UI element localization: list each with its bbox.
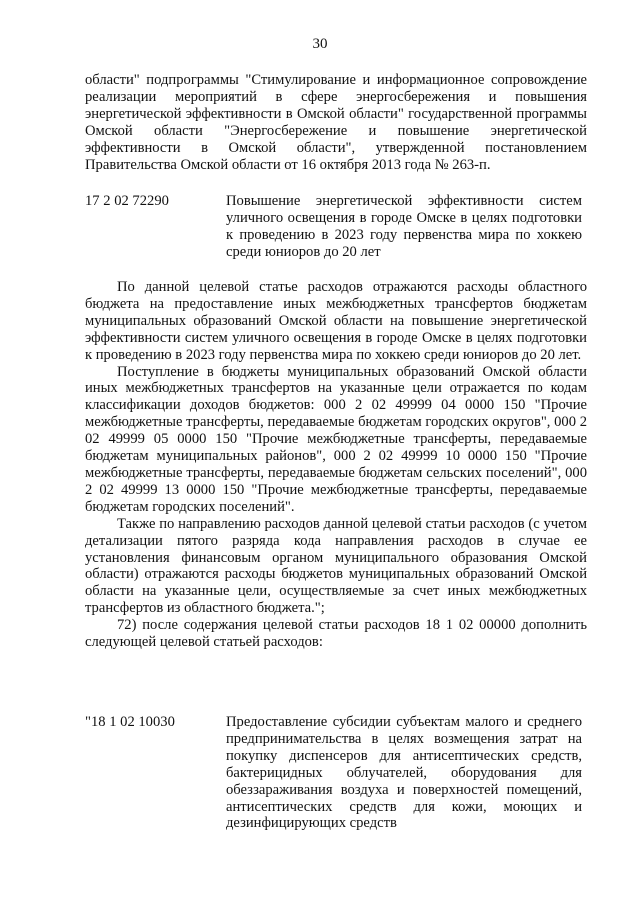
body-text bbox=[85, 279, 587, 651]
entry-2-code: "18 1 02 10030 bbox=[85, 714, 175, 730]
entry-1-title-block bbox=[226, 193, 582, 261]
paragraph-1: По данной целевой статье расходов отражаются расходы областного бюджета на предоставление иных межбюджетных трансфертов бюджетам муниципальных образований Омской области на повышение энергетической эффективности систем уличного освещения в городе Омске в целях подготовки к проведению в 2023 году первенства мира по хоккею среди юниоров до 20 лет. bbox=[85, 279, 587, 363]
entry-1-title: Повышение энергетической эффективности систем уличного освещения в городе Омске в целях подготовки к проведению в 2023 году первенства мира по хоккею среди юниоров до 20 лет bbox=[226, 193, 582, 260]
entry-2-title: Предоставление субсидии субъектам малого и среднего предпринимательства в целях возмещения затрат на покупку диспенсеров для антисептических средств, бактерицидных облучателей, оборудования для обеззараживания воздуха и поверхностей помещений, антисептических средств для кожи, моющих и дезинфицирующих средств bbox=[226, 714, 582, 832]
intro-text: области" подпрограммы "Стимулирование и информационное сопровождение реализации мероприятий в сфере энергосбережения и повышения энергетической эффективности в Омской области" государственной программы Омской области "Энергосбережение и повышение энергетической эффективности в Омской области", утвержденной постановлением Правительства Омской области от 16 октября 2013 года № 263-п. bbox=[85, 72, 587, 173]
paragraph-3: Также по направлению расходов данной целевой статьи расходов (с учетом детализации пятого разряда кода направления расходов в случае ее установления финансовым органом муниципального образования Омской области) отражаются расходы бюджетов муниципальных образований Омской области на указанные цели, осуществляемые за счет иных межбюджетных трансфертов из областного бюджета."; bbox=[85, 515, 587, 617]
page-number: 30 bbox=[312, 36, 328, 52]
paragraph-2: Поступление в бюджеты муниципальных образований Омской области иных межбюджетных трансфертов на указанные цели отражается по кодам классификации доходов бюджетов: 000 2 02 49999 04 0000 150 "Прочие межбюджетные трансферты, передаваемые бюджетам городских округов", 000 2 02 49999 05 0000 150 "Прочие межбюджетные трансферты, передаваемые бюджетам муниципальных районов", 000 2 02 49999 10 0000 150 "Прочие межбюджетные трансферты, передаваемые бюджетам сельских поселений", 000 2 02 49999 13 0000 150 "Прочие межбюджетные трансферты, передаваемые бюджетам городских поселений". bbox=[85, 363, 587, 515]
intro-paragraph bbox=[85, 72, 587, 173]
entry-2-title-block bbox=[226, 714, 582, 832]
entry-1-code: 17 2 02 72290 bbox=[85, 193, 169, 209]
paragraph-4: 72) после содержания целевой статьи расходов 18 1 02 00000 дополнить следующей целевой статьей расходов: bbox=[85, 617, 587, 651]
